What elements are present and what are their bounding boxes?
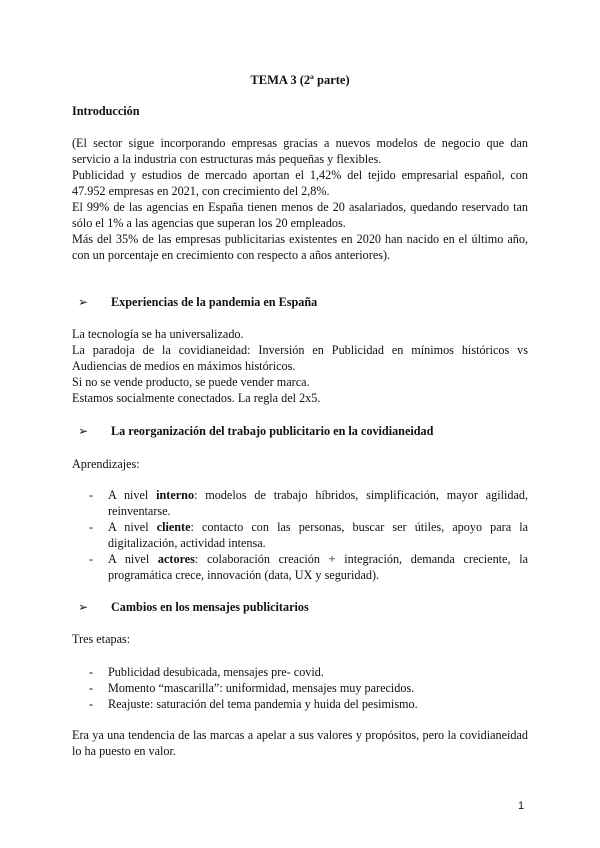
section1-line: Si no se vende producto, se puede vender marca. (72, 375, 310, 389)
intro-paragraph: El 99% de las agencias en España tienen menos de 20 asalariados, quedando reservado tan sólo el 1% a las agencias que superan los 20 empleados. (72, 200, 528, 230)
intro-paragraph: Más del 35% de las empresas publicitarias existentes en 2020 han nacido en el último año, con un porcentaje en crecimiento con respecto a años anteriores). (72, 232, 528, 262)
section3-list (72, 664, 528, 712)
item-text: : modelos de trabajo híbridos, simplificación, mayor agilidad, reinventarse. (108, 488, 529, 518)
section1-body (72, 326, 528, 406)
intro-body (72, 135, 528, 263)
list-item (72, 664, 528, 680)
intro-paragraph: (El sector sigue incorporando empresas gracias a nuevos modelos de negocio que dan servicio a la industria con estructuras más pequeñas y flexibles. (72, 136, 528, 166)
item-prefix: A nivel (108, 552, 158, 566)
item-text: Momento “mascarilla”: uniformidad, mensajes muy parecidos. (108, 681, 415, 695)
section-heading-cambios (72, 599, 528, 615)
item-prefix: A nivel (108, 520, 157, 534)
dash-bullet: - (89, 520, 94, 534)
intro-paragraph: Publicidad y estudios de mercado aportan el 1,42% del tejido empresarial español, con 47.952 empresas en 2021, con crecimiento del 2,8%. (72, 168, 528, 198)
document-title: TEMA 3 (2ª parte) (250, 73, 350, 87)
section-heading-text: Cambios en los mensajes publicitarios (111, 600, 309, 614)
list-item (72, 696, 528, 712)
item-prefix: A nivel (108, 488, 157, 502)
list-item (72, 551, 528, 583)
item-bold-term: interno (156, 488, 195, 502)
closing-paragraph: Era ya una tendencia de las marcas a apelar a sus valores y propósitos, pero la covidianeidad lo ha puesto en valor. (72, 728, 528, 758)
dash-bullet: - (89, 697, 94, 711)
section-heading-text: La reorganización del trabajo publicitario en la covidianeidad (111, 424, 434, 438)
dash-bullet: - (89, 665, 94, 679)
section-heading-text: Experiencias de la pandemia en España (111, 295, 318, 309)
intro-heading: Introducción (72, 104, 140, 118)
arrow-bullet-icon: ➢ (78, 424, 89, 438)
page-number: 1 (518, 800, 525, 812)
item-bold-term: actores (157, 552, 195, 566)
arrow-bullet-icon: ➢ (78, 295, 89, 309)
list-item (72, 487, 528, 519)
section1-line: La paradoja de la covidianeidad: Inversión en Publicidad en mínimos históricos vs Audiencias de medios en máximos históricos. (72, 343, 528, 373)
arrow-bullet-icon: ➢ (78, 600, 89, 614)
section2-lead: Aprendizajes: (72, 457, 140, 471)
dash-bullet: - (89, 488, 94, 502)
section2-list (72, 487, 528, 583)
item-text: Publicidad desubicada, mensajes pre- covid. (108, 665, 324, 679)
item-bold-term: cliente (156, 520, 191, 534)
item-text: : contacto con las personas, buscar ser útiles, apoyo para la digitalización, actividad intensa. (108, 520, 528, 550)
section-heading-reorganizacion (72, 423, 528, 439)
section1-line: Estamos socialmente conectados. La regla del 2x5. (72, 391, 321, 405)
item-text: : colaboración creación + integración, demanda creciente, la programática crece, innovación (data, UX y seguridad). (108, 552, 529, 582)
item-text: Reajuste: saturación del tema pandemia y huida del pesimismo. (108, 697, 418, 711)
section1-line: La tecnología se ha universalizado. (72, 327, 244, 341)
dash-bullet: - (89, 552, 94, 566)
list-item (72, 680, 528, 696)
section3-lead: Tres etapas: (72, 632, 131, 646)
section-heading-pandemia (72, 294, 528, 310)
list-item (72, 519, 528, 551)
dash-bullet: - (89, 681, 94, 695)
